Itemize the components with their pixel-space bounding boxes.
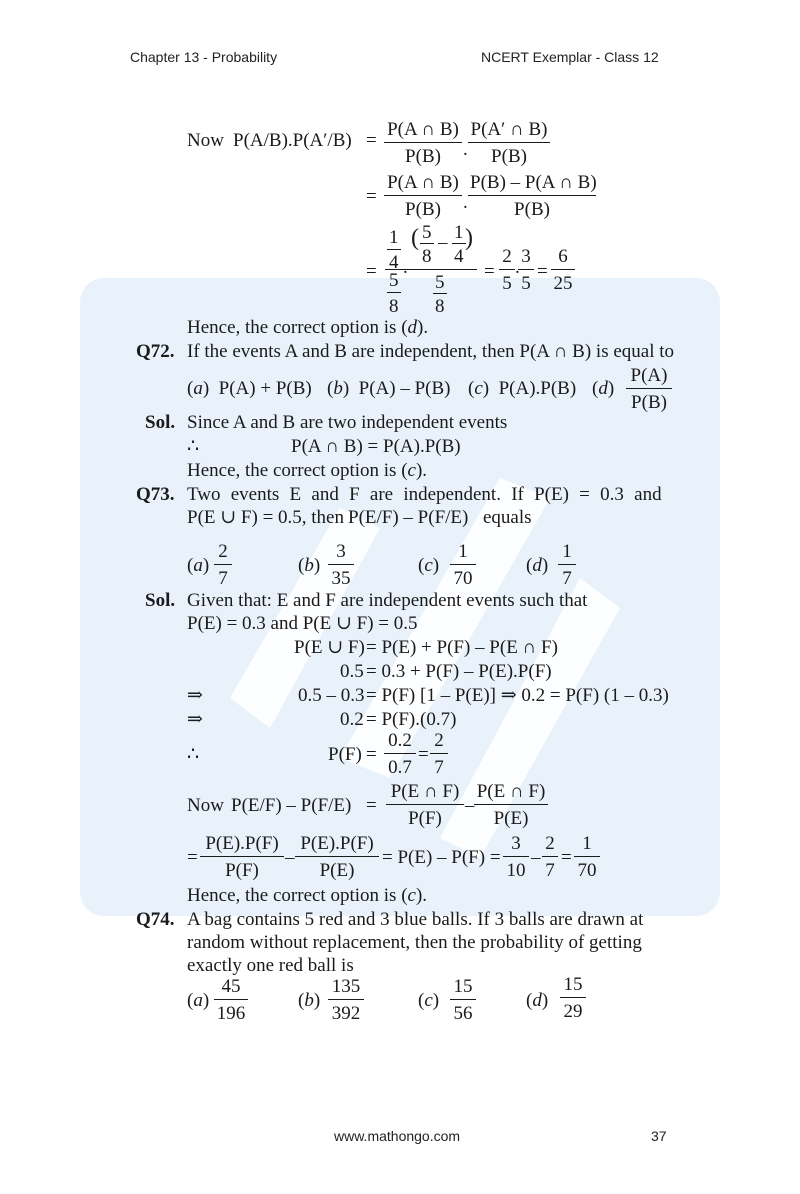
q73-option-d: (d) [526,555,549,576]
final-mid: = P(E) – P(F) = [382,847,501,868]
now-frac-2: $\frac{P(E \cap F)}{P(E)}$ [474,782,548,828]
q73-option-a: (a) [187,555,210,576]
q73-label: Q73. [136,484,175,505]
equals-sign: = [561,847,572,868]
final-frac-1: $\frac{P(E).P(F)}{P(F)}$ [200,834,284,880]
q74-label: Q74. [136,909,175,930]
step4-lhs: 0.2 [340,709,364,730]
q73-option-a-frac: $\frac{2}{7}$ [214,542,232,588]
equals-sign: = [366,795,377,816]
step1-lhs: P(E ∪ F) [294,637,365,658]
now-frac-1: $\frac{P(E \cap F)}{P(F)}$ [386,782,464,828]
q72-conclusion: Hence, the correct option is (c). [187,460,428,481]
q71-conclusion: Hence, the correct option is (d). [187,317,429,338]
dot: . [463,192,468,213]
q72-option-d-frac: $\frac{P(A)}{P(B)}$ [626,366,672,412]
step4-rhs: = P(F).(0.7) [366,709,457,730]
equals-sign: = [366,186,377,207]
q74-option-d: (d) [526,990,549,1011]
result-frac-2: $\frac{3}{5}$ [518,247,534,293]
minus-sign: – [285,847,295,868]
now-label: Now [187,795,224,816]
q73-option-c-frac: $\frac{1}{70}$ [450,542,476,588]
implies-icon: ⇒ [187,685,203,706]
q73-question-line2b: P(E/F) – P(F/E) [348,507,469,528]
step5-frac-1: $\frac{0.2}{0.7}$ [384,731,416,777]
result-frac-3: $\frac{6}{25}$ [551,247,575,293]
q73-question-line2a: P(E ∪ F) = 0.5, then [187,507,344,528]
result-frac-1: $\frac{2}{5}$ [499,247,515,293]
header-book: NCERT Exemplar - Class 12 [481,49,659,65]
q72-label: Q72. [136,341,175,362]
q73-now-lhs: P(E/F) – P(F/E) [231,795,352,816]
q74-option-b: (b) [298,990,321,1011]
q74-option-d-frac: $\frac{15}{29}$ [560,975,586,1021]
q72-question: If the events A and B are independent, then P(A ∩ B) is equal to [187,341,675,362]
dot: . [463,139,468,160]
equals-sign: = [187,847,198,868]
q71-frac-4: $\frac{P(B) - P(A \cap B)}{P(B)}$ [470,172,597,220]
equals-sign: = [484,261,495,282]
footer-website[interactable]: www.mathongo.com [334,1128,461,1144]
q72-sol-line1: Since A and B are two independent events [187,412,508,433]
minus-sign: – [465,795,475,816]
q73-sol-line2: P(E) = 0.3 and P(E ∪ F) = 0.5 [187,613,418,634]
q74-question-line3: exactly one red ball is [187,955,354,976]
final-frac-3: $\frac{3}{10}$ [503,834,529,880]
q74-question-line1: A bag contains 5 red and 3 blue balls. If 3 balls are drawn at [187,909,644,930]
equals-sign: = [366,130,377,151]
q73-question-line1: Two events E and F are independent. If P(E) = 0.3 and [187,484,662,505]
q72-sol-label: Sol. [145,412,176,433]
q72-option-b: (b) P(A) – P(B) [327,378,451,399]
equals-sign: = [537,261,548,282]
final-frac-5: $\frac{1}{70}$ [574,834,600,880]
q71-frac-1: $\frac{P(A \cap B)}{P(B)}$ [384,120,462,166]
equals-sign: = [418,744,429,765]
now-label: Now [187,130,224,151]
q73-conclusion: Hence, the correct option is (c). [187,885,428,906]
equals-sign: = [366,261,377,282]
q72-sol-line2: P(A ∩ B) = P(A).P(B) [291,436,461,457]
q71-frac-3: $\frac{P(A \cap B)}{P(B)}$ [384,173,462,219]
q74-option-b-frac: $\frac{135}{392}$ [328,977,364,1023]
step2-lhs: 0.5 [340,661,364,682]
step2-rhs: = 0.3 + P(F) – P(E).P(F) [366,661,552,682]
implies-icon: ⇒ [187,709,203,730]
step3-rhs: = P(F) [1 – P(E)] ⇒ 0.2 = P(F) (1 – 0.3) [366,685,669,706]
q74-option-c-frac: $\frac{15}{56}$ [450,977,476,1023]
q71-frac-2: $\frac{P(A' \cap B)}{P(B)}$ [468,120,550,166]
header-chapter: Chapter 13 - Probability [130,49,278,65]
q73-option-b-frac: $\frac{3}{35}$ [328,542,354,588]
q74-option-a-frac: $\frac{45}{196}$ [214,977,248,1023]
step1-rhs: = P(E) + P(F) – P(E ∩ F) [366,637,558,658]
minus-sign: – [531,847,541,868]
therefore-icon: ∴ [187,436,200,457]
q71-lhs: P(A/B).P(A′/B) [233,130,352,151]
q73-question-line2c: equals [483,507,532,528]
page-number: 37 [651,1128,667,1144]
q72-option-a: (a) P(A) + P(B) [187,378,312,399]
q73-option-c: (c) [418,555,440,576]
step3-lhs: 0.5 – 0.3 [298,685,365,706]
final-frac-4: $\frac{2}{7}$ [542,834,558,880]
q73-sol-line1: Given that: E and F are independent events such that [187,590,588,611]
q72-option-c: (c) P(A).P(B) [468,378,577,399]
q73-option-d-frac: $\frac{1}{7}$ [558,542,576,588]
step5-lhs: P(F) [328,744,362,765]
step5-frac-2: $\frac{2}{7}$ [430,731,448,777]
q74-question-line2: random without replacement, then the probability of getting [187,932,642,953]
q74-option-a: (a) [187,990,210,1011]
q73-sol-label: Sol. [145,590,176,611]
q73-option-b: (b) [298,555,321,576]
dot: . [515,257,520,278]
final-frac-2: $\frac{P(E).P(F)}{P(E)}$ [295,834,379,880]
q72-option-d: (d) [592,378,615,399]
q74-option-c: (c) [418,990,440,1011]
therefore-icon: ∴ [187,744,200,765]
equals-sign: = [366,744,377,765]
